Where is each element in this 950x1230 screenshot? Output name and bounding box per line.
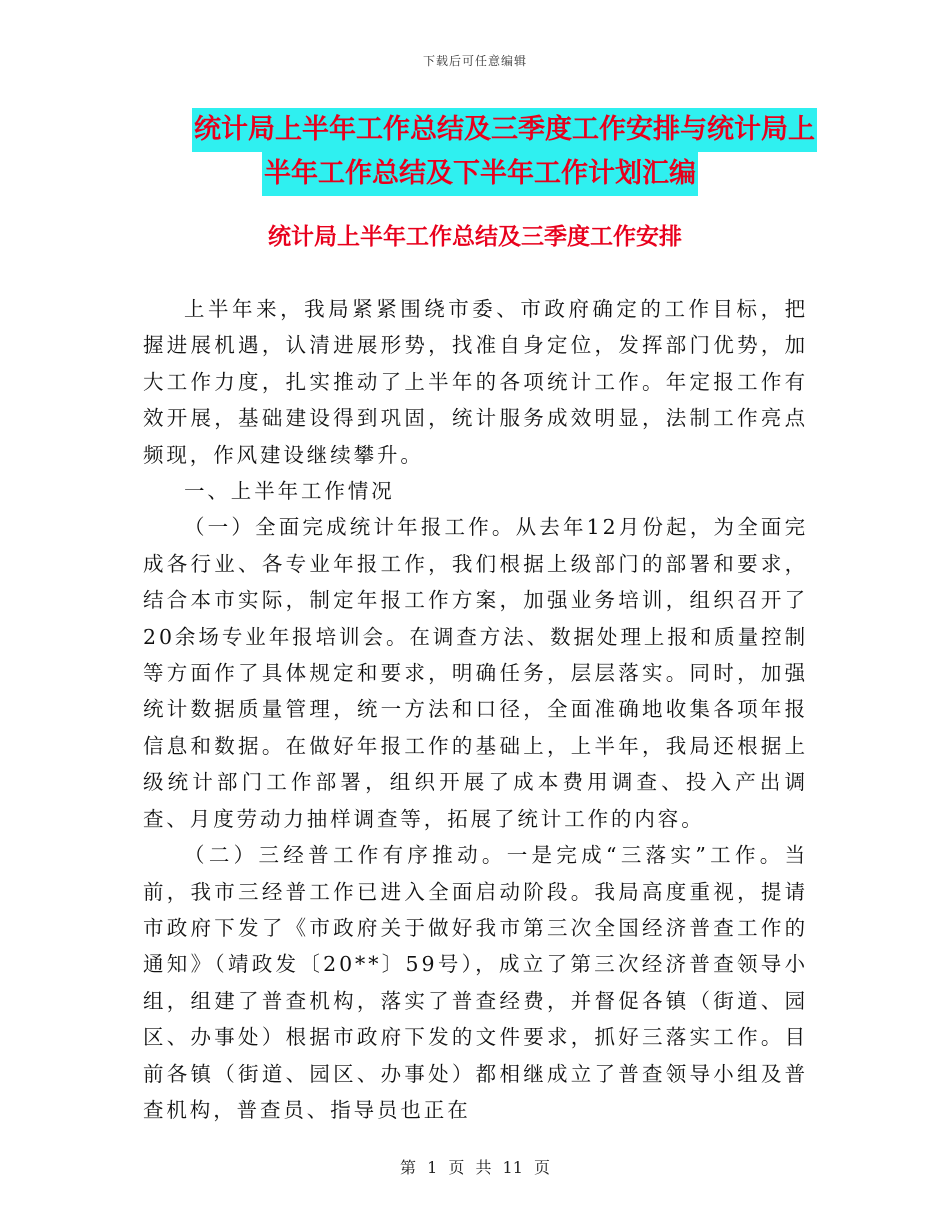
- main-title-line-2: 半年工作总结及下半年工作计划汇编: [262, 152, 698, 196]
- section-title: 统计局上半年工作总结及三季度工作安排: [268, 224, 682, 250]
- page-number-footer: 第 1 页 共 11 页: [400, 1158, 550, 1177]
- document-body: [143, 291, 808, 1128]
- paragraph-annual-report: （一）全面完成统计年报工作。从去年12月份起，为全面完成各行业、各专业年报工作，我们根据上级部门的部署和要求，结合本市实际，制定年报工作方案，加强业务培训，组织召开了20余场专业年报培训会。在调查方法、数据处理上报和质量控制等方面作了具体规定和要求，明确任务，层层落实。同时，加强统计数据质量管理，统一方法和口径，全面准确地收集各项年报信息和数据。在做好年报工作的基础上，上半年，我局还根据上级统计部门工作部署，组织开展了成本费用调查、投入产出调查、月度劳动力抽样调查等，拓展了统计工作的内容。: [143, 515, 808, 831]
- paragraph-intro: 上半年来，我局紧紧围绕市委、市政府确定的工作目标，把握进展机遇，认清进展形势，找准自身定位，发挥部门优势，加大工作力度，扎实推动了上半年的各项统计工作。年定报工作有效开展，基础建设得到巩固，统计服务成效明显，法制工作亮点频现，作风建设继续攀升。: [143, 297, 808, 467]
- page-header-note: 下载后可任意编辑: [422, 54, 527, 68]
- paragraph-economic-census: （二）三经普工作有序推动。一是完成“三落实”工作。当前，我市三经普工作已进入全面启动阶段。我局高度重视，提请市政府下发了《市政府关于做好我市第三次全国经济普查工作的通知》（靖政发〔20**〕59号），成立了第三次经济普查领导小组，组建了普查机构，落实了普查经费，并督促各镇（街道、园区、办事处）根据市政府下发的文件要求，抓好三落实工作。目前各镇（街道、园区、办事处）都相继成立了普查领导小组及普查机构，普查员、指导员也正在: [143, 843, 808, 1122]
- heading-first-half-work: 一、上半年工作情况: [184, 479, 395, 504]
- main-title-line-1: 统计局上半年工作总结及三季度工作安排与统计局上: [192, 108, 817, 152]
